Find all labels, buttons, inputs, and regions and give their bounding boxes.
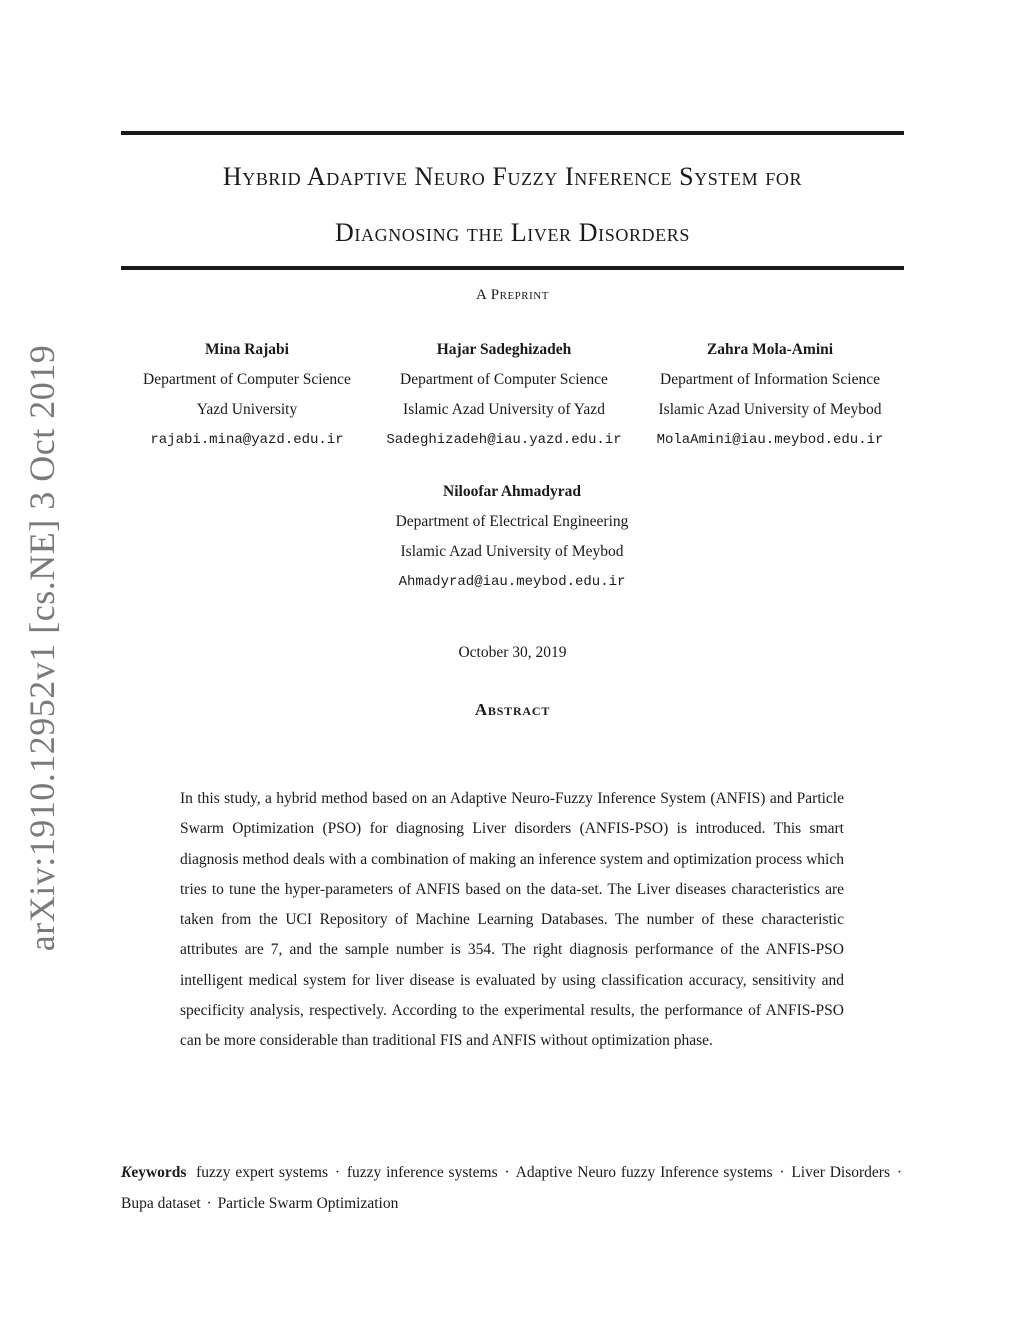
author-institution: Islamic Azad University of Yazd — [403, 401, 605, 418]
keywords-label: Keywords — [121, 1164, 187, 1181]
author-department: Department of Computer Science — [400, 371, 608, 388]
keyword-item: Liver Disorders — [791, 1164, 890, 1181]
publication-date: October 30, 2019 — [458, 644, 567, 661]
keyword-separator: · — [206, 1194, 212, 1212]
abstract-text: In this study, a hybrid method based on an Adaptive Neuro-Fuzzy Inference System (ANFIS) and Particle Swarm Optimization (PSO) for diagnosing Liver disorders (ANFIS-PSO) is introduced. This smart diagnosis method deals with a combination of making an inference system and optimization process which tries to tune the hyper-parameters of ANFIS based on the data-set. The Liver diseases characteristics are taken from the UCI Repository of Machine Learning Databases. The number of these characteristic attributes are 7, and the sample number is 354. The right diagnosis performance of the ANFIS-PSO intelligent medical system for liver disease is evaluated by using classification accuracy, sensitivity and specificity analysis, respectively. According to the experimental results, the performance of ANFIS-PSO can be more considerable than traditional FIS and ANFIS without optimization phase. — [180, 790, 844, 1050]
author-name: Hajar Sadeghizadeh — [436, 341, 572, 358]
abstract-heading: Abstract — [474, 700, 551, 719]
keywords-section — [121, 1158, 904, 1219]
author-name: Mina Rajabi — [205, 341, 289, 358]
author-institution: Islamic Azad University of Meybod — [400, 543, 624, 560]
keyword-separator: · — [504, 1164, 510, 1181]
author-department: Department of Electrical Engineering — [395, 513, 629, 530]
author-email[interactable]: rajabi.mina@yazd.edu.ir — [150, 432, 344, 448]
paper-title-line-1: Hybrid Adaptive Neuro Fuzzy Inference System for — [222, 162, 803, 191]
keyword-separator: · — [779, 1164, 785, 1181]
author-department: Department of Computer Science — [143, 371, 351, 388]
paper-title-line-2: Diagnosing the Liver Disorders — [335, 218, 690, 247]
author-block — [620, 340, 920, 460]
preprint-label: A Preprint — [476, 287, 549, 303]
title-bottom-rule — [121, 266, 904, 270]
author-block — [362, 482, 662, 602]
author-institution: Islamic Azad University of Meybod — [658, 401, 882, 418]
title-top-rule — [121, 131, 904, 135]
author-block — [354, 340, 654, 460]
keyword-separator: · — [334, 1164, 340, 1181]
author-name: Zahra Mola-Amini — [706, 341, 834, 358]
author-institution: Yazd University — [196, 401, 298, 418]
arxiv-identifier-stamp: arXiv:1910.12952v1 [cs.NE] 3 Oct 2019 — [22, 344, 62, 952]
author-block — [97, 340, 397, 460]
keyword-separator: · — [896, 1164, 902, 1181]
keyword-item: Bupa dataset — [121, 1194, 201, 1212]
author-email[interactable]: Sadeghizadeh@iau.yazd.edu.ir — [386, 432, 622, 448]
author-name: Niloofar Ahmadyrad — [443, 483, 581, 500]
author-email[interactable]: Ahmadyrad@iau.meybod.edu.ir — [398, 574, 626, 590]
keyword-item: Particle Swarm Optimization — [217, 1194, 399, 1212]
author-email[interactable]: MolaAmini@iau.meybod.edu.ir — [656, 432, 884, 448]
keyword-item: fuzzy inference systems — [346, 1164, 498, 1181]
keyword-item: Adaptive Neuro fuzzy Inference systems — [515, 1164, 773, 1181]
keyword-item: fuzzy expert systems — [196, 1164, 328, 1181]
author-department: Department of Information Science — [660, 371, 880, 388]
